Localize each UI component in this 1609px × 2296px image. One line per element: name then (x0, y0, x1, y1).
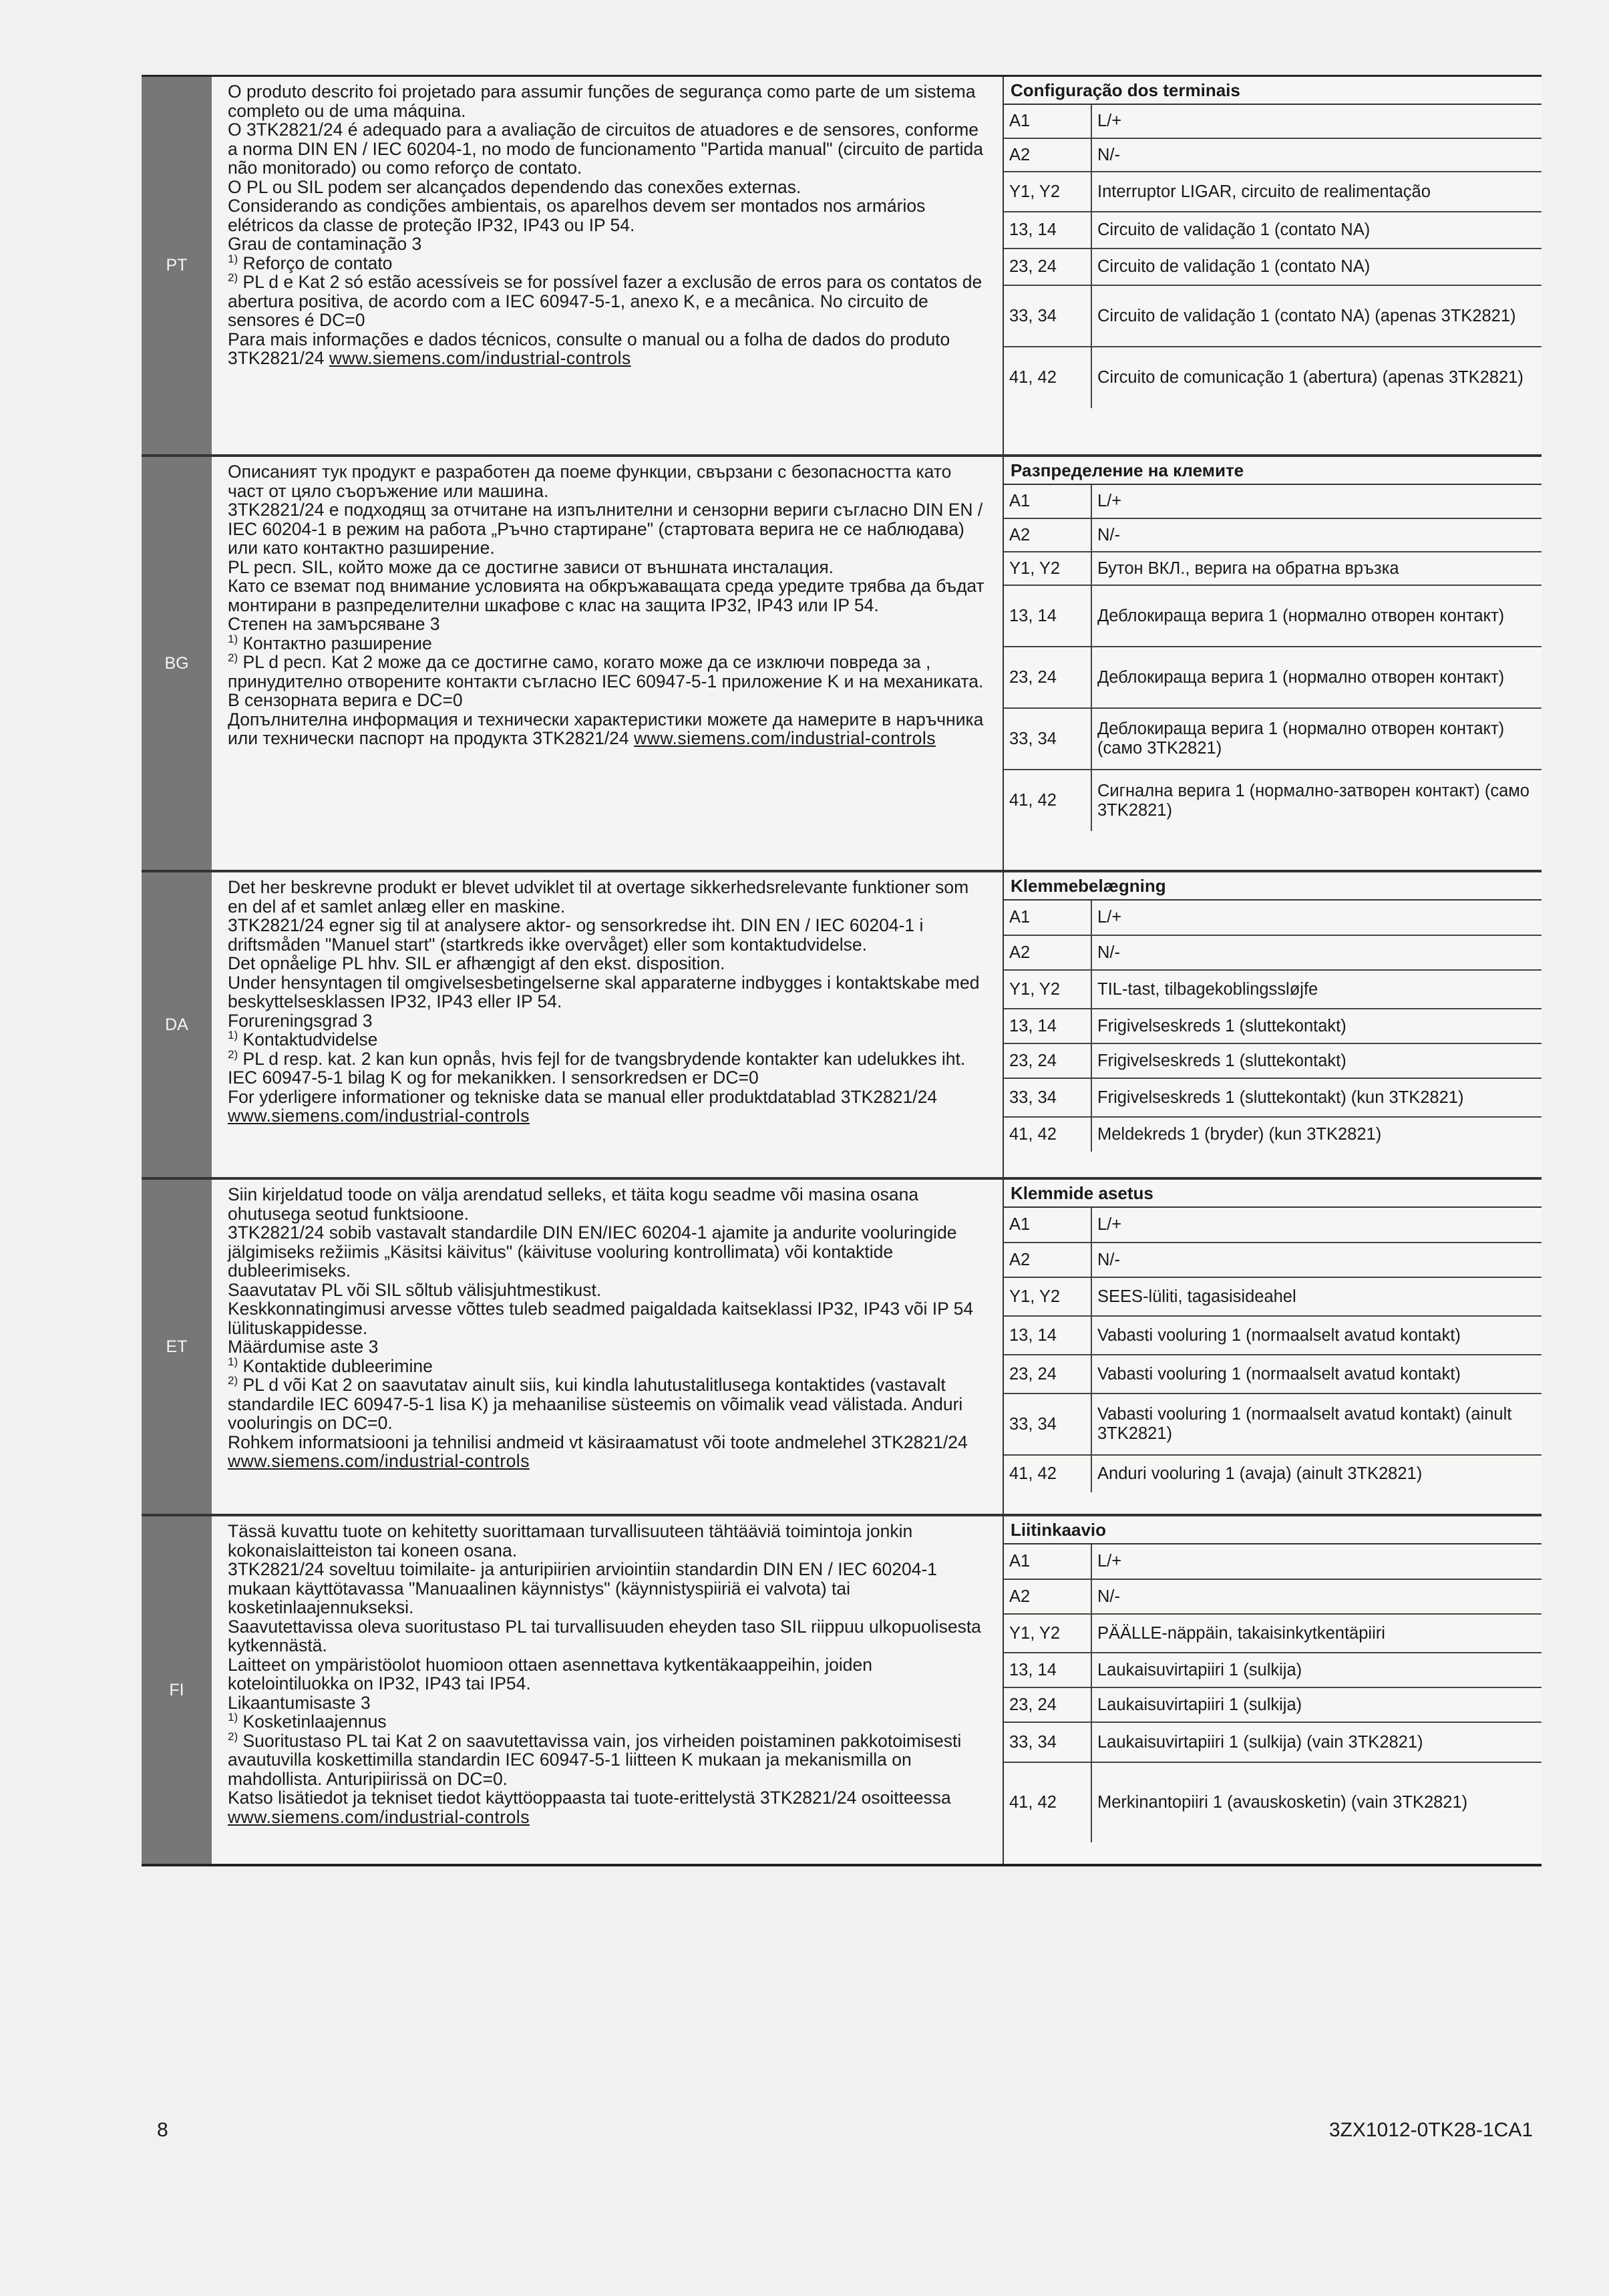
footnote-2: $^{2)}$ PL d респ. Kat 2 може да се достигне само, когато може да се изключи повреда за , принудително отворените контакти съгласно IEC 60947-5-1 приложение K и на механиката. В сензорната верига е DC=0 (228, 651, 984, 710)
terminal-description: L/+ (1091, 1208, 1542, 1243)
terminal-id: A1 (1004, 900, 1091, 935)
lang-block-et (142, 1180, 1542, 1516)
table-row (1004, 1687, 1542, 1722)
terminal-description: Бутон ВКЛ., верига на обратна връзка (1091, 552, 1542, 585)
terminal-id: 33, 34 (1004, 285, 1091, 347)
lang-tab: BG (142, 457, 212, 870)
terminal-description: L/+ (1091, 105, 1542, 138)
table-row (1004, 1762, 1542, 1842)
table-row (1004, 518, 1542, 552)
terminal-table-title: Configuração dos terminais (1004, 77, 1542, 105)
footnote-1: $^{1)}$ Контактно разширение (228, 632, 432, 653)
terminal-id: A2 (1004, 1579, 1091, 1614)
terminal-id: 33, 34 (1004, 1722, 1091, 1762)
terminal-table (1004, 1516, 1542, 1864)
terminal-description: Деблокиращa верига 1 (нормално отворен контакт) (1091, 585, 1542, 647)
terminal-table-title: Klemmebelægning (1004, 872, 1542, 900)
terminal-id: 23, 24 (1004, 647, 1091, 708)
terminal-description: Laukaisuvirtapiiri 1 (sulkija) (vain 3TK2821) (1091, 1722, 1542, 1762)
description-text (212, 77, 1004, 454)
terminal-table-title: Klemmide asetus (1004, 1180, 1542, 1208)
terminal-id: A1 (1004, 105, 1091, 138)
terminal-description: Сигнална верига 1 (нормално-затворен контакт) (само 3TK2821) (1097, 781, 1530, 820)
paragraph: Considerando as condições ambientais, os aparelhos devem ser montados nos armários elétricos da classe de proteção IP32, IP43 ou IP 54. (228, 196, 926, 235)
terminal-table-title: Разпределение на клемите (1004, 457, 1542, 485)
paragraph: Степен на замърсяване 3 (228, 614, 440, 634)
description-text (212, 872, 1004, 1177)
paragraph: Като се вземат под внимание условията на обкръжаващата среда уредите трябва да бъдат монтирани в разпределителни шкафове с клас на защита IP32, IP43 или IP 54. (228, 576, 985, 615)
paragraph: Saavutettavissa oleva suoritustaso PL tai turvallisuuden eheyden taso SIL riippuu ulkopuolisesta kytkennästä. (228, 1616, 981, 1655)
document-id: 3ZX1012-0TK28-1CA1 (1328, 2119, 1533, 2141)
paragraph: 3TK2821/24 soveltuu toimilaite- ja anturipiirien arviointiin standardin DIN EN / IEC 60204-1 mukaan käyttötavassa "Manuaalinen käynnistys" (käynnistyspiiriä ei valvota) tai kosketinlaajennukseksi. (228, 1559, 938, 1617)
terminal-description: TIL-tast, tilbagekoblingssløjfe (1091, 970, 1542, 1009)
paragraph: PL респ. SIL, който може да се достигне зависи от външната инсталация. (228, 556, 834, 577)
table-row (1004, 1277, 1542, 1316)
table-row (1004, 1316, 1542, 1355)
table-row (1004, 172, 1542, 212)
siemens-link[interactable]: www.siemens.com/industrial-controls (228, 1451, 530, 1471)
table-row (1004, 1393, 1542, 1455)
footnote-1: $^{1)}$ Kontaktudvidelse (228, 1029, 378, 1049)
terminal-description: N/- (1091, 1579, 1542, 1614)
terminal-description: Circuito de validação 1 (contato NA) (1091, 249, 1542, 285)
footnote-2: $^{2)}$ PL d e Kat 2 só estão acessíveis se for possível fazer a exclusão de erros para os contatos de abertura positiva, de acordo com a IEC 60947-5-1, anexo K, e a mecânica. No circuito de sensores é DC=0 (228, 271, 982, 330)
manual-sheet (142, 75, 1542, 1866)
paragraph: Forureningsgrad 3 (228, 1010, 373, 1031)
siemens-link[interactable]: www.siemens.com/industrial-controls (634, 728, 936, 748)
table-row (1004, 900, 1542, 935)
description-text (212, 1516, 1004, 1864)
lang-block-bg (142, 457, 1542, 872)
more-info: Допълнителна информация и технически характеристики можете да намерите в наръчника или технически паспорт на продукта 3TK2821/24 www.siemens.com/industrial-controls (228, 709, 984, 748)
paragraph: Määrdumise aste 3 (228, 1337, 379, 1357)
table-row (1004, 1579, 1542, 1614)
terminal-description: Frigivelseskreds 1 (sluttekontakt) (1091, 1043, 1542, 1078)
terminal-id: 13, 14 (1004, 212, 1091, 249)
paragraph: Saavutatav PL või SIL sõltub välisjuhtmestikust. (228, 1279, 602, 1300)
lang-block-pt (142, 77, 1542, 457)
table-row (1004, 647, 1542, 708)
terminal-id: Y1, Y2 (1004, 970, 1091, 1009)
lang-block-da (142, 872, 1542, 1180)
terminal-description: Laukaisuvirtapiiri 1 (sulkija) (1091, 1687, 1542, 1722)
paragraph: O produto descrito foi projetado para assumir funções de segurança como parte de um sistema completo ou de uma máquina. (228, 81, 976, 121)
terminal-id: A2 (1004, 1243, 1091, 1277)
terminal-description: Vabasti vooluring 1 (normaalselt avatud kontakt) (ainult 3TK2821) (1091, 1393, 1542, 1455)
terminal-id: 33, 34 (1004, 1393, 1091, 1455)
terminal-id: 41, 42 (1004, 1762, 1091, 1842)
terminal-description: SEES-lüliti, tagasisideahel (1091, 1277, 1542, 1316)
table-row (1004, 1544, 1542, 1579)
lang-tab: PT (142, 77, 212, 454)
table-row (1004, 935, 1542, 970)
table-row (1004, 1653, 1542, 1687)
table-row (1004, 770, 1542, 831)
terminal-description: N/- (1091, 138, 1542, 172)
footnote-1: $^{1)}$ Kosketinlaajennus (228, 1711, 387, 1732)
paragraph: O PL ou SIL podem ser alcançados dependendo das conexões externas. (228, 176, 801, 197)
terminal-description: Circuito de validação 1 (contato NA) (1091, 212, 1542, 249)
terminal-description: Frigivelseskreds 1 (sluttekontakt) (kun 3TK2821) (1091, 1078, 1542, 1117)
siemens-link[interactable]: www.siemens.com/industrial-controls (329, 348, 631, 368)
terminal-id: Y1, Y2 (1004, 172, 1091, 212)
paragraph: Under hensyntagen til omgivelsesbetingelserne skal apparaterne indbygges i kontaktskabe med beskyttelsesklassen IP32, IP43 eller IP 54. (228, 972, 980, 1011)
footnote-2: $^{2)}$ PL d või Kat 2 on saavutatav ainult siis, kui kindla lahutustalitlusega kontaktides (vastavalt standardile IEC 60947-5-1 lisa K) ja mehaanilise süsteemis on võimalik vead välistada. Anduri vooluringis on DC=0. (228, 1374, 963, 1433)
table-row (1004, 1355, 1542, 1393)
terminal-description: Vabasti vooluring 1 (normaalselt avatud kontakt) (1091, 1355, 1542, 1393)
terminal-id: A2 (1004, 935, 1091, 970)
terminal-id: 13, 14 (1004, 1316, 1091, 1355)
terminal-id: 41, 42 (1004, 1117, 1091, 1152)
terminal-description: Circuito de validação 1 (contato NA) (apenas 3TK2821) (1091, 285, 1542, 347)
table-row (1004, 1455, 1542, 1492)
terminal-table (1004, 457, 1542, 870)
lang-block-fi (142, 1516, 1542, 1864)
terminal-table (1004, 1180, 1542, 1514)
paragraph: Siin kirjeldatud toode on välja arendatud selleks, et täita kogu seadme või masina osana ohutusega seotud funktsioone. (228, 1184, 919, 1224)
table-row (1004, 708, 1542, 770)
terminal-description: L/+ (1091, 900, 1542, 935)
table-row (1004, 347, 1542, 408)
terminal-id: 13, 14 (1004, 1009, 1091, 1043)
footnote-1: $^{1)}$ Reforço de contato (228, 252, 393, 273)
paragraph: Grau de contaminação 3 (228, 234, 422, 254)
terminal-id: Y1, Y2 (1004, 1614, 1091, 1653)
terminal-table (1004, 77, 1542, 454)
lang-tab: ET (142, 1180, 212, 1514)
terminal-id: A2 (1004, 518, 1091, 552)
terminal-description: PÄÄLLE-näppäin, takaisinkytkentäpiiri (1091, 1614, 1542, 1653)
terminal-description: Circuito de comunicação 1 (abertura) (apenas 3TK2821) (1097, 368, 1524, 387)
paragraph: Det opnåelige PL hhv. SIL er afhængigt af den ekst. disposition. (228, 953, 725, 973)
paragraph: O 3TK2821/24 é adequado para a avaliação de circuitos de atuadores e de sensores, conforme a norma DIN EN / IEC 60204-1, no modo de funcionamento "Partida manual" (circuito de partida não monitorado) ou como reforço de contato. (228, 120, 983, 178)
description-text (212, 1180, 1004, 1514)
terminal-description: Frigivelseskreds 1 (sluttekontakt) (1091, 1009, 1542, 1043)
terminal-description: Деблокиращa верига 1 (нормално отворен контакт) (само 3TK2821) (1091, 708, 1542, 770)
terminal-id: 41, 42 (1004, 770, 1091, 831)
paragraph: Laitteet on ympäristöolot huomioon ottaen asennettava kytkentäkaappeihin, joiden kotelointiluokka on IP32, IP43 tai IP54. (228, 1654, 872, 1693)
paragraph: Описаният тук продукт е разработен да поеме функции, свързани с безопасността като част от цяло съоръжение или машина. (228, 462, 952, 501)
terminal-id: 23, 24 (1004, 1355, 1091, 1393)
terminal-id: 23, 24 (1004, 249, 1091, 285)
table-row (1004, 1009, 1542, 1043)
terminal-description: Interruptor LIGAR, circuito de realimentação (1091, 172, 1542, 212)
table-row (1004, 585, 1542, 647)
table-row (1004, 285, 1542, 347)
table-row (1004, 105, 1542, 138)
paragraph: Det her beskrevne produkt er blevet udviklet til at overtage sikkerhedsrelevante funktioner som en del af et samlet anlæg eller en maskine. (228, 877, 969, 917)
paragraph: Keskkonnatingimusi arvesse võttes tuleb seadmed paigaldada kaitseklassi IP32, IP43 või IP 54 lülituskappidesse. (228, 1299, 974, 1338)
terminal-description: N/- (1091, 935, 1542, 970)
terminal-id: 13, 14 (1004, 585, 1091, 647)
table-row (1004, 970, 1542, 1009)
table-row (1004, 1117, 1542, 1152)
terminal-table (1004, 872, 1542, 1177)
terminal-id: A1 (1004, 1208, 1091, 1243)
terminal-description: N/- (1091, 518, 1542, 552)
terminal-id: 41, 42 (1004, 1455, 1091, 1492)
terminal-description: N/- (1091, 1243, 1542, 1277)
terminal-id: 23, 24 (1004, 1687, 1091, 1722)
terminal-id: 33, 34 (1004, 1078, 1091, 1117)
footnote-2: $^{2)}$ PL d resp. kat. 2 kan kun opnås, hvis fejl for de tvangsbrydende kontakter kan udelukkes iht. IEC 60947-5-1 bilag K og for mekanikken. I sensorkredsen er DC=0 (228, 1047, 966, 1088)
table-row (1004, 212, 1542, 249)
table-row (1004, 552, 1542, 585)
table-row (1004, 1722, 1542, 1762)
terminal-id: Y1, Y2 (1004, 1277, 1091, 1316)
table-row (1004, 1078, 1542, 1117)
more-info: Rohkem informatsiooni ja tehnilisi andmeid vt käsiraamatust või toote andmelehel 3TK2821/24 www.siemens.com/industrial-controls (228, 1432, 968, 1471)
terminal-id: 23, 24 (1004, 1043, 1091, 1078)
terminal-description: Anduri vooluring 1 (avaja) (ainult 3TK2821) (1097, 1464, 1423, 1483)
terminal-description: Merkinantopiiri 1 (avauskosketin) (vain 3TK2821) (1097, 1793, 1468, 1812)
more-info: Katso lisätiedot ja tekniset tiedot käyttöoppaasta tai tuote-erittelystä 3TK2821/24 osoitteessa www.siemens.com/industrial-controls (228, 1788, 951, 1827)
paragraph: 3TK2821/24 egner sig til at analysere aktor- og sensorkredse iht. DIN EN / IEC 60204-1 i driftsmåden "Manuel start" (startkreds ikke overvåget) eller som kontaktudvidelse. (228, 915, 924, 955)
paragraph: 3TK2821/24 е подходящ за отчитане на изпълнителни и сензорни вериги съгласно DIN EN / IEC 60204-1 в режим на работа „Ръчно стартиране" (стартовата верига не се наблюдава) или като контактно разширение. (228, 500, 983, 558)
paragraph: 3TK2821/24 sobib vastavalt standardile DIN EN/IEC 60204-1 ajamite ja andurite vooluringide jälgimiseks režiimis „Käsitsi käivitus" (käivituse vooluring kontrollimata) või kontaktide dubleerimiseks. (228, 1222, 957, 1281)
lang-tab: DA (142, 872, 212, 1177)
table-row (1004, 1208, 1542, 1243)
terminal-id: A2 (1004, 138, 1091, 172)
page-number: 8 (157, 2119, 168, 2141)
table-row (1004, 485, 1542, 518)
terminal-description: L/+ (1091, 485, 1542, 518)
table-row (1004, 1614, 1542, 1653)
terminal-description: Meldekreds 1 (bryder) (kun 3TK2821) (1097, 1125, 1382, 1144)
more-info: For yderligere informationer og tekniske data se manual eller produktdatablad 3TK2821/24 www.siemens.com/industrial-controls (228, 1086, 938, 1126)
siemens-link[interactable]: www.siemens.com/industrial-controls (228, 1106, 530, 1126)
siemens-link[interactable]: www.siemens.com/industrial-controls (228, 1806, 530, 1827)
terminal-id: 13, 14 (1004, 1653, 1091, 1687)
table-row (1004, 138, 1542, 172)
terminal-id: A1 (1004, 485, 1091, 518)
paragraph: Tässä kuvattu tuote on kehitetty suorittamaan turvallisuuteen tähtääviä toimintoja jonkin kokonaislaitteiston tai koneen osana. (228, 1521, 913, 1561)
table-row (1004, 249, 1542, 285)
terminal-table-title: Liitinkaavio (1004, 1516, 1542, 1544)
terminal-id: 33, 34 (1004, 708, 1091, 770)
terminal-description: Laukaisuvirtapiiri 1 (sulkija) (1091, 1653, 1542, 1687)
table-row (1004, 1243, 1542, 1277)
footnote-1: $^{1)}$ Kontaktide dubleerimine (228, 1355, 433, 1376)
terminal-id: A1 (1004, 1544, 1091, 1579)
more-info: Para mais informações e dados técnicos, consulte o manual ou a folha de dados do produto 3TK2821/24 www.siemens.com/industrial-controls (228, 329, 950, 368)
terminal-id: 41, 42 (1004, 347, 1091, 408)
footnote-2: $^{2)}$ Suoritustaso PL tai Kat 2 on saavutettavissa vain, jos virheiden poistaminen pakkotoimisesti avautuvilla koskettimilla standardin IEC 60947-5-1 liitteen K mukaan ja mekanismilla on mahdollista. Anturipiirissä on DC=0. (228, 1730, 962, 1789)
terminal-id: Y1, Y2 (1004, 552, 1091, 585)
paragraph: Likaantumisaste 3 (228, 1692, 371, 1713)
lang-tab: FI (142, 1516, 212, 1864)
table-row (1004, 1043, 1542, 1078)
description-text (212, 457, 1004, 870)
terminal-description: Деблокиращa верига 1 (нормално отворен контакт) (1091, 647, 1542, 708)
terminal-description: Vabasti vooluring 1 (normaalselt avatud kontakt) (1091, 1316, 1542, 1355)
terminal-description: L/+ (1091, 1544, 1542, 1579)
